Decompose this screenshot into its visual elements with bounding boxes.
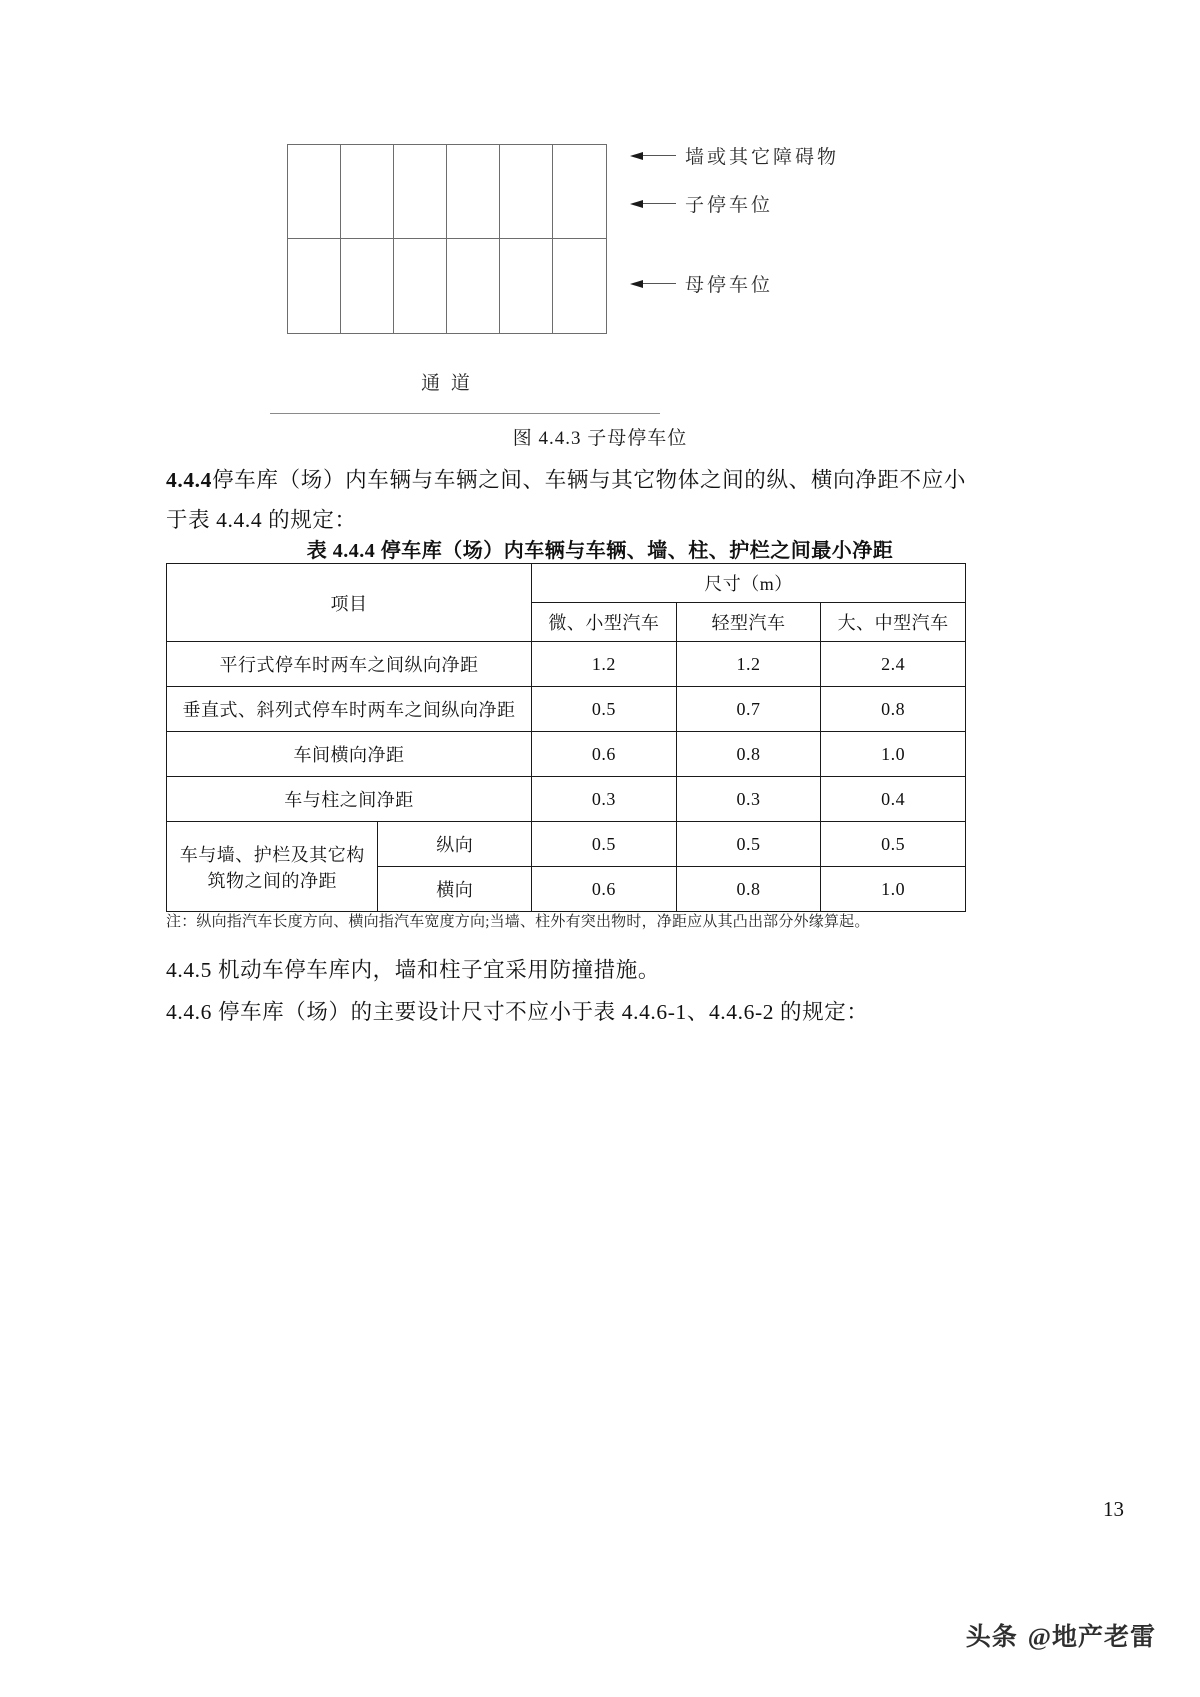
callout-wall-label: 墙或其它障碍物 [685, 147, 840, 168]
table-4-4-4-note: 注：纵向指汽车长度方向、横向指汽车宽度方向;当墙、柱外有突出物时，净距应从其凸出部分外缘算起。 [166, 914, 870, 930]
header-item: 项目 [167, 564, 532, 642]
row-value: 1.2 [532, 642, 677, 687]
table-4-4-4 [166, 563, 966, 912]
left-arrow-icon [630, 151, 676, 160]
stall-cell [500, 145, 553, 239]
table-row-merged-longitudinal [167, 822, 966, 867]
row-value: 0.7 [676, 687, 821, 732]
table-header [167, 564, 966, 642]
row-value: 0.8 [821, 687, 966, 732]
callout-wall [630, 142, 839, 169]
watermark [966, 1617, 1156, 1653]
merged-group-label: 车与墙、护栏及其它构筑物之间的净距 [167, 822, 378, 912]
row-value: 0.5 [532, 687, 677, 732]
row-value: 0.6 [532, 732, 677, 777]
row-value: 0.3 [532, 777, 677, 822]
header-column-micro-small: 微、小型汽车 [532, 603, 677, 642]
left-arrow-icon [630, 199, 676, 208]
row-value: 1.2 [676, 642, 821, 687]
row-label: 平行式停车时两车之间纵向净距 [167, 642, 532, 687]
row-value: 0.4 [821, 777, 966, 822]
stall-cell [341, 239, 394, 333]
stall-cell [394, 239, 447, 333]
figure-4-4-3-block [0, 118, 1200, 448]
row-value: 1.0 [821, 732, 966, 777]
figure-drawing-area [0, 118, 1200, 448]
stall-cell [553, 239, 606, 333]
sub-row-label: 纵向 [378, 822, 532, 867]
row-value: 0.8 [676, 732, 821, 777]
watermark-handle: @地产老雷 [1027, 1624, 1156, 1651]
aisle-divider-line [270, 413, 660, 414]
sub-row-label: 横向 [378, 867, 532, 912]
table-header-row-1 [167, 564, 966, 603]
row-label: 车间横向净距 [167, 732, 532, 777]
row-value: 0.5 [821, 822, 966, 867]
row-value: 0.8 [676, 867, 821, 912]
row-label: 垂直式、斜列式停车时两车之间纵向净距 [167, 687, 532, 732]
callout-child-stall [630, 190, 773, 217]
left-arrow-icon [630, 279, 676, 288]
callout-child-stall-label: 子停车位 [685, 195, 774, 216]
row-value: 1.0 [821, 867, 966, 912]
callout-mother-stall-label: 母停车位 [685, 275, 774, 296]
paragraph-4-4-4-number: 4.4.4 [166, 468, 212, 492]
header-dimension-group: 尺寸（m） [532, 564, 966, 603]
paragraph-4-4-4 [166, 460, 966, 540]
header-column-light: 轻型汽车 [676, 603, 821, 642]
stall-cell [394, 145, 447, 239]
table-row [167, 732, 966, 777]
callout-mother-stall [630, 270, 773, 297]
header-column-large-medium: 大、中型汽车 [821, 603, 966, 642]
row-value: 2.4 [821, 642, 966, 687]
parking-stall-grid [287, 144, 607, 334]
table-body [167, 642, 966, 912]
table-row [167, 642, 966, 687]
aisle-label: 通 道 [421, 373, 473, 394]
row-value: 0.5 [676, 822, 821, 867]
row-value: 0.5 [532, 822, 677, 867]
paragraph-4-4-6: 4.4.6 停车库（场）的主要设计尺寸不应小于表 4.4.6-1、4.4.6-2 的规定： [166, 1000, 869, 1024]
stall-cell [288, 145, 341, 239]
stall-cell [447, 145, 500, 239]
paragraph-4-4-4-text: 停车库（场）内车辆与车辆之间、车辆与其它物体之间的纵、横向净距不应小于表 4.4.4 的规定： [166, 468, 966, 532]
watermark-brand: 头条 [965, 1624, 1018, 1651]
stall-cell [500, 239, 553, 333]
stall-cell [447, 239, 500, 333]
figure-caption: 图 4.4.3 子母停车位 [512, 428, 688, 449]
paragraph-4-4-5: 4.4.5 机动车停车库内，墙和柱子宜采用防撞措施。 [166, 958, 660, 982]
table-row [167, 687, 966, 732]
row-value: 0.3 [676, 777, 821, 822]
row-value: 0.6 [532, 867, 677, 912]
table-row [167, 777, 966, 822]
row-label: 车与柱之间净距 [167, 777, 532, 822]
stall-cell [341, 145, 394, 239]
table-4-4-4-title: 表 4.4.4 停车库（场）内车辆与车辆、墙、柱、护栏之间最小净距 [306, 540, 894, 562]
page-number: 13 [1103, 1497, 1124, 1521]
stall-cell [288, 239, 341, 333]
stall-cell [553, 145, 606, 239]
